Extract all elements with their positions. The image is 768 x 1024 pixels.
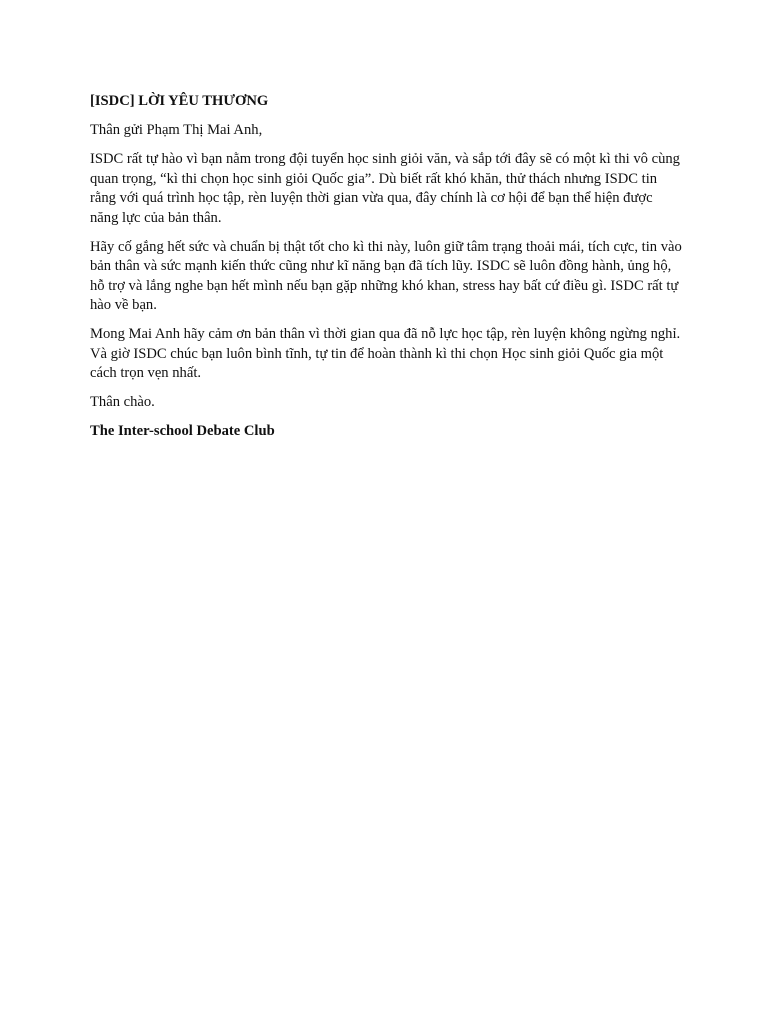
closing: Thân chào. [90, 394, 155, 410]
document-title: [ISDC] LỜI YÊU THƯƠNG [90, 93, 269, 109]
signature: The Inter-school Debate Club [90, 423, 275, 439]
document-page [90, 92, 682, 451]
body-paragraph-1: ISDC rất tự hào vì bạn nằm trong đội tuyển học sinh giỏi văn, và sắp tới đây sẽ có một kì thi vô cùng quan trọng, “kì thi chọn học sinh giỏi Quốc gia”. Dù biết rất khó khăn, thử thách nhưng ISDC tin rằng với quá trình học tập, rèn luyện thời gian vừa qua, đây chính là cơ hội để bạn thể hiện được năng lực của bản thân. [90, 151, 680, 226]
body-paragraph-3: Mong Mai Anh hãy cảm ơn bản thân vì thời gian qua đã nỗ lực học tập, rèn luyện không ngừng nghỉ. Và giờ ISDC chúc bạn luôn bình tĩnh, tự tin để hoàn thành kì thi chọn Học sinh giỏi Quốc gia một cách trọn vẹn nhất. [90, 326, 681, 381]
greeting: Thân gửi Phạm Thị Mai Anh, [90, 122, 263, 138]
body-paragraph-2: Hãy cố gắng hết sức và chuẩn bị thật tốt cho kì thi này, luôn giữ tâm trạng thoải mái, tích cực, tin vào bản thân và sức mạnh kiến thức cũng như kĩ năng bạn đã tích lũy. ISDC sẽ luôn đồng hành, ủng hộ, hỗ trợ và lắng nghe bạn hết mình nếu bạn gặp những khó khan, stress hay bất cứ điều gì. ISDC rất tự hào về bạn. [90, 238, 682, 313]
